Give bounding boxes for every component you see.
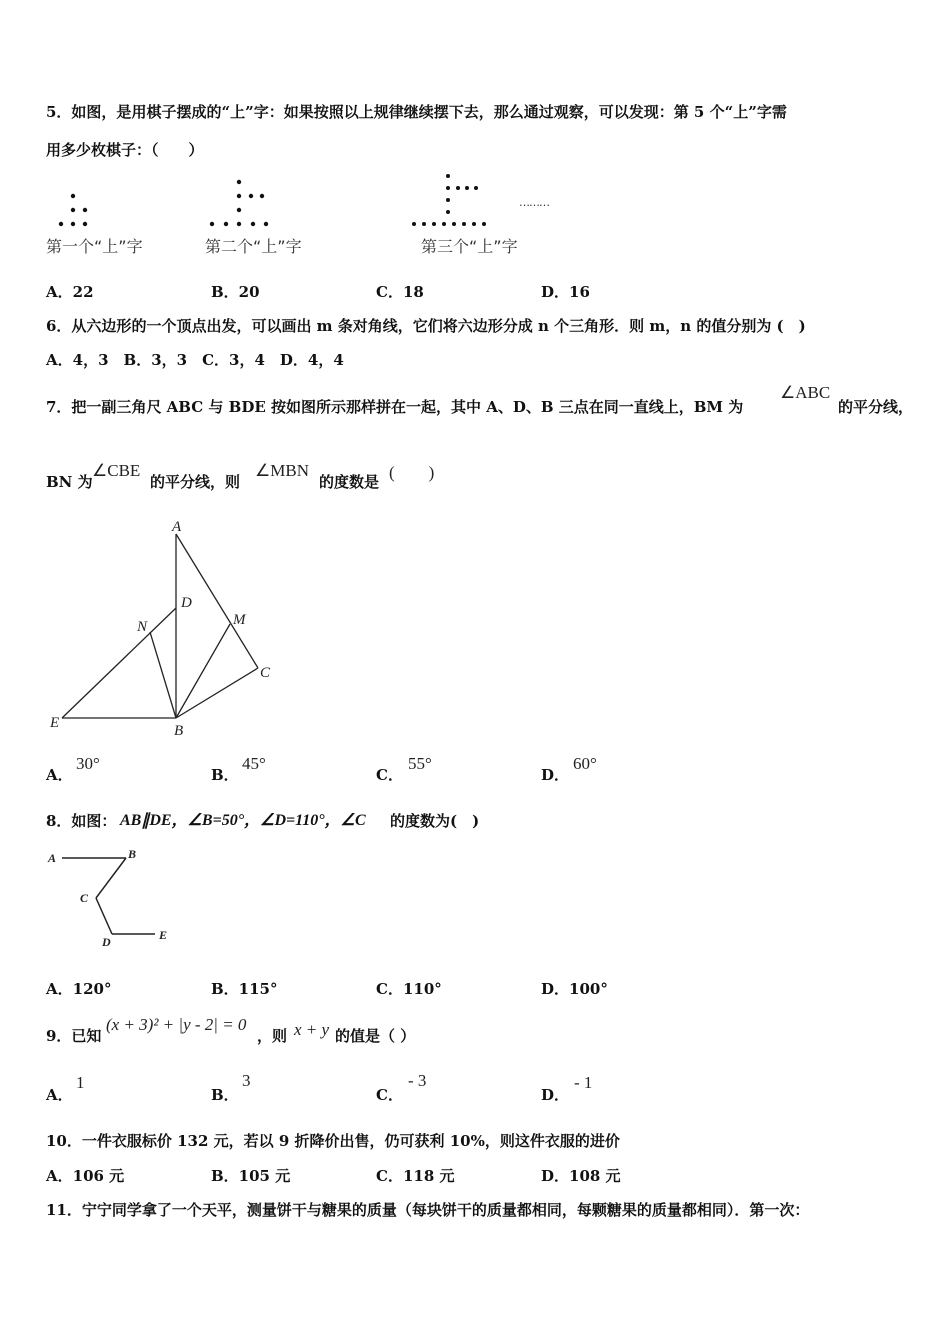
q5-stem-line1: 5．如图，是用棋子摆成的“上”字：如果按照以上规律继续摆下去，那么通过观察，可以发现：第 5 个“上”字需: [46, 103, 787, 121]
q8-point-a: A: [48, 851, 57, 865]
q7-point-e: E: [50, 715, 60, 731]
q7-paren: ( ): [389, 463, 435, 482]
q8-stem-math: AB∥DE，∠B=50°，∠D=110°，∠C: [120, 812, 366, 829]
q9-stem-prefix: 9．已知: [46, 1027, 102, 1045]
q7-angle-mbn: ∠MBN: [255, 461, 309, 480]
q9-option-c-value[interactable]: - 3: [408, 1071, 427, 1090]
q7-angle-cbe: ∠CBE: [92, 461, 141, 480]
q9-option-a-letter[interactable]: A．: [46, 1086, 73, 1104]
q7-option-b-value[interactable]: 45°: [242, 754, 266, 773]
q10-option-c[interactable]: C．118 元: [376, 1167, 455, 1185]
q10-option-d[interactable]: D．108 元: [541, 1167, 621, 1185]
q9-option-b-letter[interactable]: B．: [211, 1086, 239, 1104]
q8-stem-prefix: 8．如图：: [46, 812, 117, 830]
q8-option-d[interactable]: D．100°: [541, 980, 608, 998]
q7-stem-d: 的平分线，则: [150, 473, 241, 491]
q9-stem-suffix: 的值是（ ）: [335, 1027, 416, 1045]
chess-label-1: 第一个“上”字: [46, 237, 143, 256]
q7-stem-a: 7．把一副三角尺 ABC 与 BDE 按如图所示那样拼在一起，其中 A、D、B 三点在同一直线上，BM 为: [46, 398, 744, 416]
q9-option-c-letter[interactable]: C．: [376, 1086, 403, 1104]
q6-options[interactable]: A．4，3 B．3，3 C．3，4 D．4，4: [46, 351, 344, 369]
q8-option-b[interactable]: B．115°: [211, 980, 278, 998]
q9-option-d-letter[interactable]: D．: [541, 1086, 570, 1104]
chess-ellipsis: ………: [519, 196, 549, 209]
q7-option-d-value[interactable]: 60°: [573, 754, 597, 773]
q8-option-c[interactable]: C．110°: [376, 980, 442, 998]
q9-option-a-value[interactable]: 1: [76, 1073, 85, 1092]
q8-point-c: C: [80, 891, 89, 905]
q10-option-a[interactable]: A．106 元: [46, 1167, 125, 1185]
q7-stem-b: 的平分线，: [838, 398, 914, 416]
q7-point-c: C: [260, 665, 271, 681]
q7-option-c-value[interactable]: 55°: [408, 754, 432, 773]
q7-stem-e: 的度数是: [319, 473, 380, 491]
q8-stem-suffix: 的度数为( ): [390, 812, 480, 830]
q10-option-b[interactable]: B．105 元: [211, 1167, 291, 1185]
q7-option-c-letter[interactable]: C．: [376, 766, 403, 784]
q7-stem-c: BN 为: [46, 473, 93, 491]
q7-option-b-letter[interactable]: B．: [211, 766, 239, 784]
chess-label-2: 第二个“上”字: [205, 237, 302, 256]
q7-point-a: A: [172, 519, 182, 535]
chess-label-3: 第三个“上”字: [421, 237, 518, 256]
q8-option-a[interactable]: A．120°: [46, 980, 112, 998]
q8-point-e: E: [159, 928, 168, 942]
q7-angle-abc: ∠ABC: [780, 383, 831, 402]
q6-stem: 6．从六边形的一个顶点出发，可以画出 m 条对角线，它们将六边形分成 n 个三角形．则 m，n 的值分别为 ( ): [46, 317, 806, 335]
q9-stem-mid: ，则: [257, 1027, 288, 1045]
q7-option-a-letter[interactable]: A．: [46, 766, 73, 784]
q11-stem: 11．宁宁同学拿了一个天平，测量饼干与糖果的质量（每块饼干的质量都相同，每颗糖果的质量都相同）．第一次：: [46, 1201, 810, 1219]
q5-option-b[interactable]: B．20: [211, 283, 260, 301]
q7-point-d: D: [181, 595, 192, 611]
q5-option-d[interactable]: D．16: [541, 283, 590, 301]
q8-point-b: B: [128, 847, 137, 861]
q5-option-c[interactable]: C．18: [376, 283, 424, 301]
q9-option-b-value[interactable]: 3: [242, 1071, 251, 1090]
q7-point-m: M: [233, 612, 246, 628]
q9-option-d-value[interactable]: - 1: [574, 1073, 593, 1092]
q10-stem: 10．一件衣服标价 132 元，若以 9 折降价出售，仍可获利 10%，则这件衣服的进价: [46, 1132, 620, 1150]
q9-expression-2: x + y: [294, 1020, 330, 1039]
q7-option-d-letter[interactable]: D．: [541, 766, 570, 784]
q7-point-b: B: [174, 723, 184, 739]
q7-point-n: N: [137, 619, 148, 635]
q5-stem-line2: 用多少枚棋子：（ ）: [46, 141, 204, 159]
q8-point-d: D: [102, 935, 111, 949]
q9-expression: (x + 3)² + |y - 2| = 0: [106, 1015, 247, 1034]
q5-option-a[interactable]: A．22: [46, 283, 94, 301]
q7-option-a-value[interactable]: 30°: [76, 754, 100, 773]
